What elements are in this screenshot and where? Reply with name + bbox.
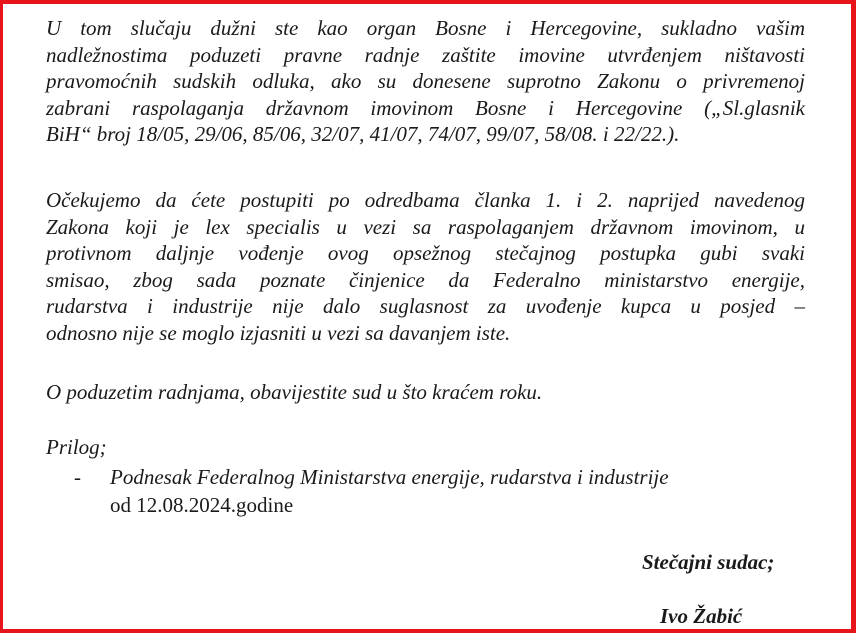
paragraph2-line-5: rudarstva i industrije nije dalo suglasnost za uvođenje kupca u posjed – [46, 294, 805, 318]
paragraph1-line-3: pravomoćnih sudskih odluka, ako su donesene suprotno Zakonu o privremenoj [46, 69, 805, 93]
paragraph1-line-5: BiH“ broj 18/05, 29/06, 85/06, 32/07, 41/07, 74/07, 99/07, 58/08. i 22/22.). [46, 122, 680, 146]
paragraph-legal-obligation [46, 15, 805, 148]
paragraph1-line-4: zabrani raspolaganja državnom imovinom Bosne i Hercegovine („Sl.glasnik [46, 95, 805, 120]
attachment-item-date: od 12.08.2024.godine [110, 493, 294, 517]
signature-name: Ivo Žabić [660, 604, 743, 628]
paragraph-expectation [46, 187, 805, 346]
attachment-item-text: Podnesak Federalnog Ministarstva energije, rudarstva i industrije [110, 465, 669, 489]
signature-title: Stečajni sudac; [642, 550, 775, 574]
paragraph2-line-4: smisao, zbog sada poznate činjenice da Federalno ministarstvo energije, [46, 267, 805, 292]
paragraph2-line-6: odnosno nije se moglo izjasniti u vezi sa davanjem iste. [46, 320, 511, 345]
paragraph1-line-1: U tom slučaju dužni ste kao organ Bosne i Hercegovine, sukladno vašim [46, 16, 805, 40]
paragraph2-line-3: protivnom daljnje vođenje ovog opsežnog stečajnog postupka gubi svaki [46, 241, 805, 265]
paragraph2-line-1: Očekujemo da ćete postupiti po odredbama članka 1. i 2. naprijed navedenog [46, 188, 805, 212]
attachment-label: Prilog; [46, 435, 107, 459]
bullet-dash: - [74, 465, 81, 489]
paragraph2-line-2: Zakona koji je lex specialis u vezi sa raspolaganjem državnom imovinom, u [46, 214, 805, 239]
paragraph-notify-court: O poduzetim radnjama, obavijestite sud u što kraćem roku. [46, 380, 543, 404]
paragraph1-line-2: nadležnostima poduzeti pravne radnje zaštite imovine utvrđenjem ništavosti [46, 42, 805, 67]
